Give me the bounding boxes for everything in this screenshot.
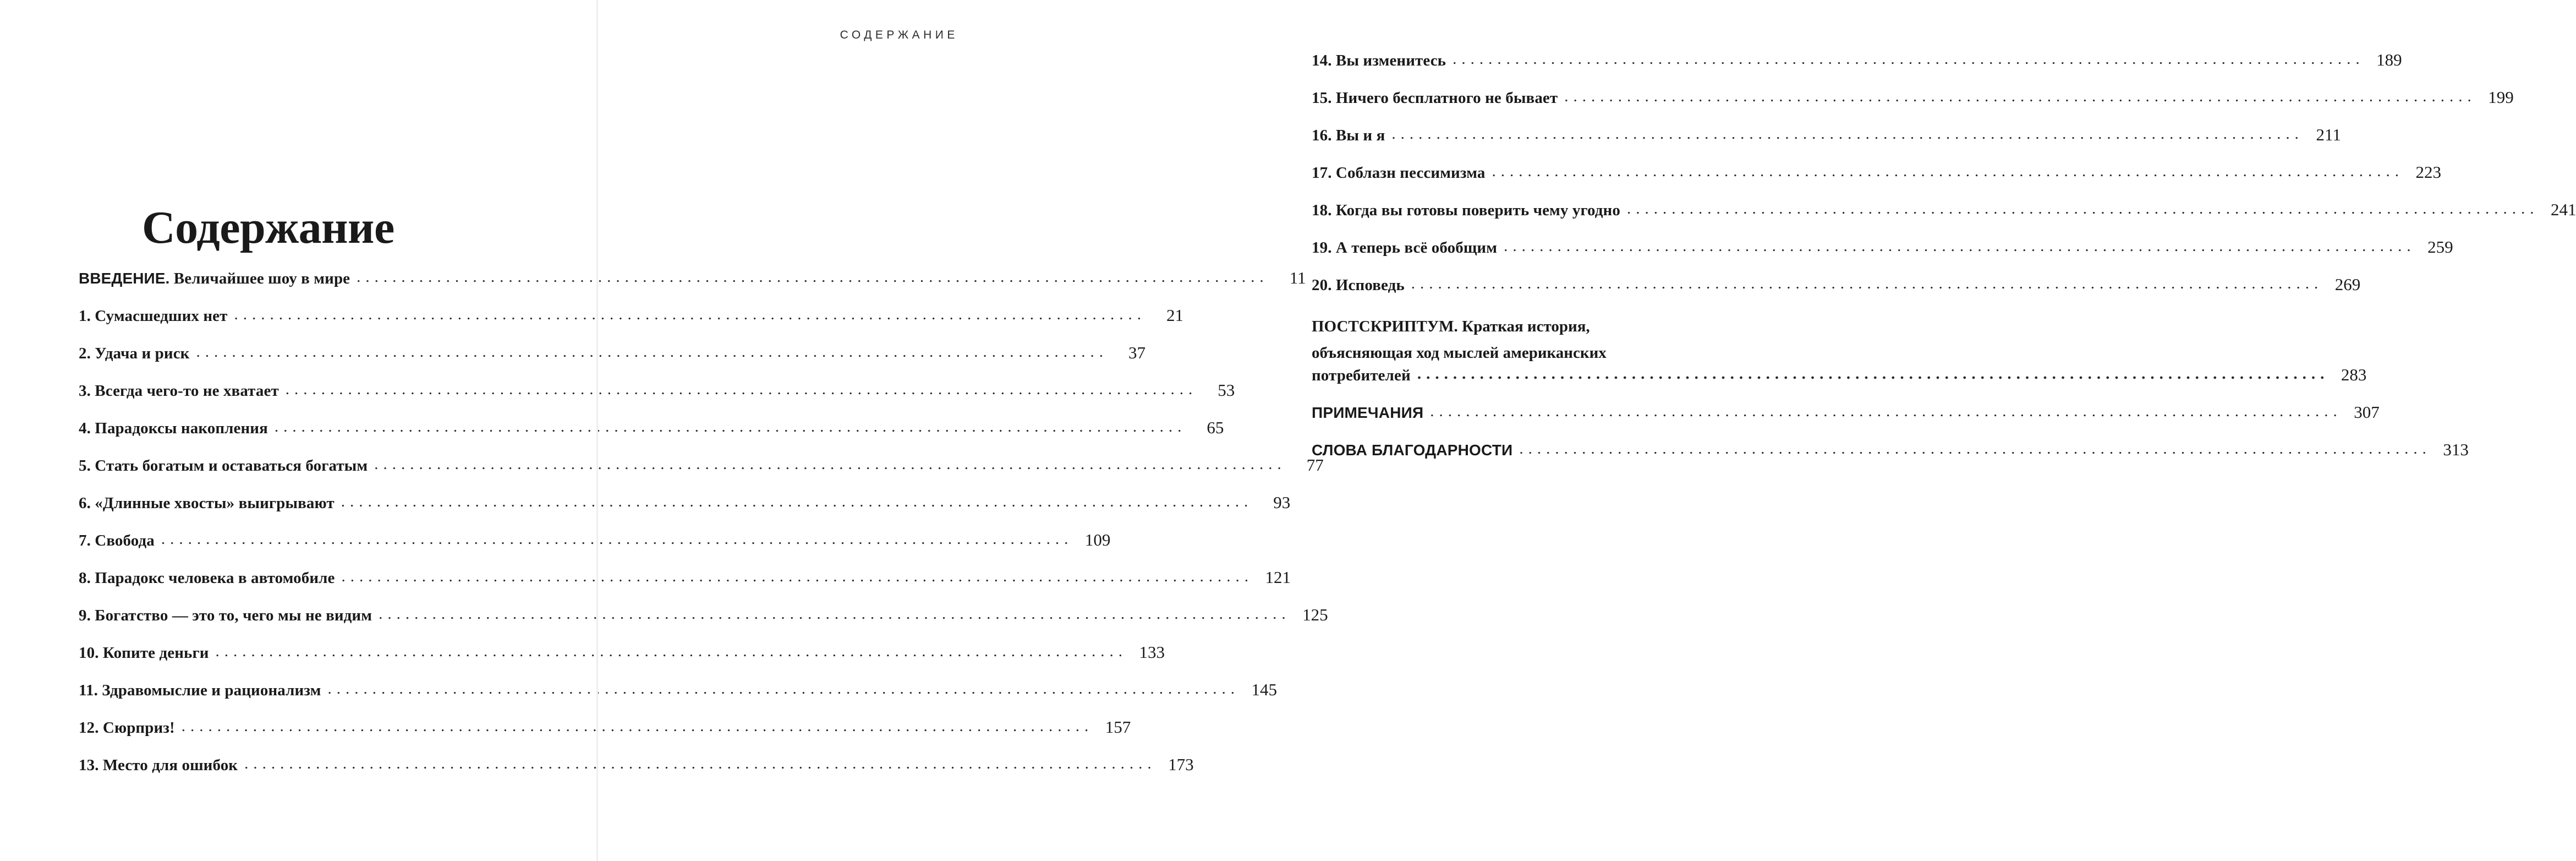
- toc-entry-label: 4. Парадоксы накопления: [79, 419, 268, 437]
- section-tail: Величайшее шоу в мире: [169, 270, 350, 287]
- entry-page-number: 223: [2415, 162, 2441, 182]
- toc-entry[interactable]: [1312, 125, 2341, 164]
- toc-entry-label: 15. Ничего бесплатного не бывает: [1312, 89, 1558, 107]
- toc-entry[interactable]: [1312, 200, 2576, 238]
- toc-list-right: [1312, 50, 2576, 478]
- toc-entry[interactable]: [1312, 402, 2380, 441]
- entry-page-number: 93: [1273, 493, 1291, 512]
- entry-page-number: 269: [2334, 275, 2361, 294]
- toc-entry-label: 10. Копите деньги: [79, 644, 209, 662]
- toc-entry[interactable]: [79, 755, 1194, 793]
- toc-entry[interactable]: [79, 568, 1291, 606]
- page-title: Содержание: [142, 202, 394, 254]
- dot-leader: [1453, 51, 2365, 67]
- entry-page-number: 211: [2316, 125, 2341, 144]
- toc-entry-label: 1. Сумасшедших нет: [79, 307, 228, 325]
- toc-entry-label: 20. Исповедь: [1312, 276, 1405, 294]
- dot-leader: [1564, 89, 2476, 105]
- toc-entry-label: 12. Сюрприз!: [79, 719, 175, 737]
- entry-page-number: 65: [1207, 418, 1224, 437]
- toc-entry[interactable]: [79, 380, 1235, 419]
- toc-entry[interactable]: [79, 418, 1224, 456]
- toc-entry-label: 11. Здравомыслие и рационализм: [79, 682, 321, 699]
- toc-entry-label: [79, 271, 350, 287]
- toc-entry[interactable]: [1312, 313, 2367, 404]
- toc-entry[interactable]: [1312, 237, 2453, 276]
- toc-entry-label: 6. «Длинные хвосты» выигрывают: [79, 494, 335, 512]
- toc-list-left: [79, 268, 1328, 793]
- toc-entry-label: 13. Место для ошибок: [79, 756, 238, 774]
- toc-entry-label: 8. Парадокс человека в автомобиле: [79, 569, 335, 587]
- toc-entry-label-line-2: объясняющая ход мыслей американских: [1312, 344, 1607, 362]
- toc-entry[interactable]: [79, 343, 1146, 382]
- toc-entry-label: 18. Когда вы готовы поверить чему угодно: [1312, 201, 1620, 219]
- toc-entry-label: 17. Соблазн пессимизма: [1312, 164, 1486, 182]
- dot-leader: [1519, 441, 2431, 457]
- entry-page-number: 53: [1218, 380, 1235, 400]
- toc-entry[interactable]: [79, 493, 1291, 531]
- dot-leader: [1492, 164, 2404, 179]
- toc-entry[interactable]: [1312, 440, 2469, 478]
- toc-entry-label: 3. Всегда чего-то не хватает: [79, 382, 279, 400]
- toc-entry-label: 5. Стать богатым и оставаться богатым: [79, 457, 368, 475]
- dot-leader: [1391, 126, 2304, 142]
- entry-page-number: 157: [1105, 717, 1131, 737]
- entry-page-number: 283: [2341, 365, 2367, 384]
- toc-entry-label: 14. Вы изменитесь: [1312, 52, 1446, 69]
- entry-page-number: 125: [1302, 605, 1328, 624]
- dot-leader: [1430, 404, 2342, 419]
- entry-page-number: 37: [1128, 343, 1146, 362]
- toc-entry[interactable]: [1312, 88, 2514, 126]
- toc-entry[interactable]: [1312, 162, 2441, 201]
- toc-entry[interactable]: [1312, 275, 2361, 313]
- entry-page-number: 121: [1265, 568, 1291, 587]
- toc-entry[interactable]: [79, 680, 1278, 718]
- toc-entry-label: 16. Вы и я: [1312, 127, 1385, 144]
- entry-page-number: 259: [2427, 237, 2453, 257]
- toc-entry-label: 9. Богатство — это то, чего мы не видим: [79, 607, 372, 624]
- entry-page-number: 145: [1251, 680, 1278, 699]
- toc-entry[interactable]: [79, 717, 1131, 756]
- entry-page-number: 199: [2488, 88, 2514, 107]
- section-caps: ВВЕДЕНИЕ.: [79, 270, 170, 287]
- entry-page-number: 77: [1306, 455, 1324, 475]
- entry-page-number: 241: [2550, 200, 2576, 219]
- toc-entry-label: 7. Свобода: [79, 532, 155, 549]
- section-tail: Краткая история,: [1457, 318, 1590, 335]
- toc-entry[interactable]: [79, 642, 1165, 681]
- entry-page-number: 11: [1289, 268, 1306, 287]
- dot-leader: [1417, 366, 2330, 382]
- toc-entry-label: ПРИМЕЧАНИЯ: [1312, 404, 1424, 421]
- toc-entry-label: [1312, 313, 2367, 393]
- toc-entry-label: 19. А теперь всё обобщим: [1312, 239, 1498, 257]
- entry-page-number: 173: [1168, 755, 1194, 774]
- toc-entry[interactable]: [79, 306, 1183, 344]
- entry-page-number: 21: [1166, 306, 1183, 325]
- toc-entry[interactable]: [79, 530, 1111, 569]
- entry-page-number: 109: [1084, 530, 1111, 549]
- toc-entry[interactable]: [79, 268, 1306, 307]
- section-caps: ПОСТСКРИПТУМ.: [1312, 318, 1458, 335]
- entry-page-number: 307: [2354, 402, 2380, 422]
- dot-leader: [1411, 276, 2323, 292]
- dot-leader: [1504, 238, 2416, 254]
- toc-entry-label-text: потребителей: [1312, 367, 1411, 384]
- running-head: СОДЕРЖАНИЕ: [840, 29, 958, 41]
- toc-entry[interactable]: [1312, 50, 2402, 89]
- toc-entry[interactable]: [79, 455, 1324, 494]
- toc-entry[interactable]: [79, 605, 1328, 644]
- entry-page-number: 133: [1139, 642, 1165, 662]
- entry-page-number: 313: [2443, 440, 2469, 459]
- entry-page-number: 189: [2376, 50, 2402, 69]
- toc-entry-label-line-1: [1312, 313, 1726, 340]
- dot-leader: [1627, 201, 2539, 217]
- toc-entry-label: 2. Удача и риск: [79, 345, 190, 362]
- toc-entry-label-line-3: [1312, 365, 2367, 393]
- toc-entry-label: СЛОВА БЛАГОДАРНОСТИ: [1312, 442, 1513, 459]
